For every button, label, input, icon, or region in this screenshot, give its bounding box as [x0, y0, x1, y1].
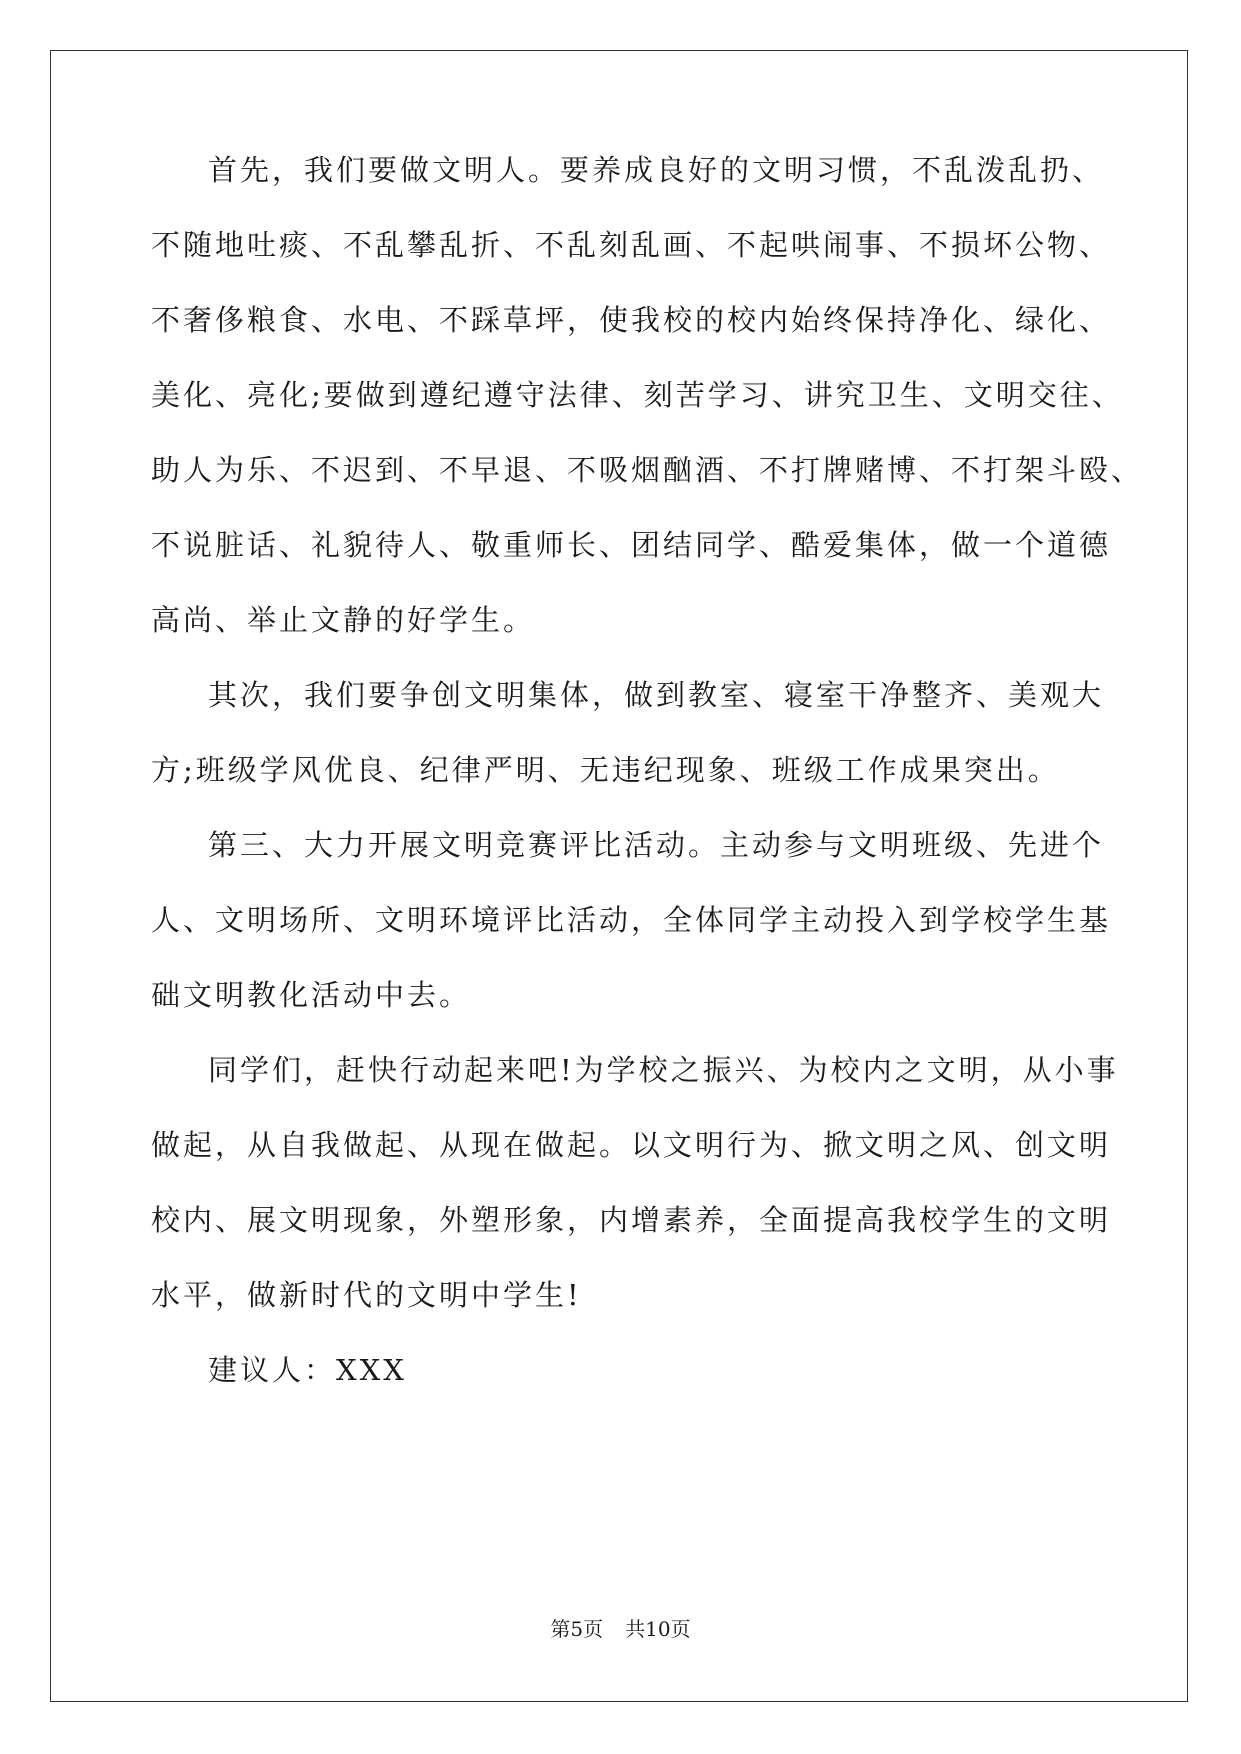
paragraph-line: 其次，我们要争创文明集体，做到教室、寝室干净整齐、美观大: [208, 678, 1105, 712]
paragraph-line: 不说脏话、礼貌待人、敬重师长、团结同学、酷爱集体，做一个道德: [151, 528, 1112, 562]
paragraph-line: 同学们，赶快行动起来吧!为学校之振兴、为校内之文明，从小事: [208, 1053, 1119, 1087]
paragraph-line: 础文明教化活动中去。: [151, 978, 472, 1012]
paragraph-line: 方;班级学风优良、纪律严明、无违纪现象、班级工作成果突出。: [151, 753, 1060, 787]
paragraph-line: 不奢侈粮食、水电、不踩草坪，使我校的校内始终保持净化、绿化、: [151, 303, 1112, 337]
paragraph-line: 水平，做新时代的文明中学生!: [151, 1278, 582, 1312]
page-footer: [0, 1617, 1241, 1641]
signature-line: 建议人：XXX: [208, 1353, 407, 1387]
paragraph-line: 人、文明场所、文明环境评比活动，全体同学主动投入到学校学生基: [151, 903, 1112, 937]
paragraph-line: 不随地吐痰、不乱攀乱折、不乱刻乱画、不起哄闹事、不损坏公物、: [151, 228, 1112, 262]
paragraph-line: 美化、亮化;要做到遵纪遵守法律、刻苦学习、讲究卫生、文明交往、: [151, 378, 1124, 412]
paragraph-line: 第三、大力开展文明竞赛评比活动。主动参与文明班级、先进个: [208, 828, 1105, 862]
page-number-total: 共10页: [625, 1617, 691, 1641]
page-number-current: 第5页: [550, 1617, 604, 1641]
page-border: [50, 50, 1188, 1702]
paragraph-line: 校内、展文明现象，外塑形象，内增素养，全面提高我校学生的文明: [151, 1203, 1112, 1237]
paragraph-line: 首先，我们要做文明人。要养成良好的文明习惯，不乱泼乱扔、: [208, 153, 1105, 187]
paragraph-line: 做起，从自我做起、从现在做起。以文明行为、掀文明之风、创文明: [151, 1128, 1112, 1162]
paragraph-line: 高尚、举止文静的好学生。: [151, 603, 536, 637]
paragraph-line: 助人为乐、不迟到、不早退、不吸烟酗酒、不打牌赌博、不打架斗殴、: [151, 453, 1144, 487]
